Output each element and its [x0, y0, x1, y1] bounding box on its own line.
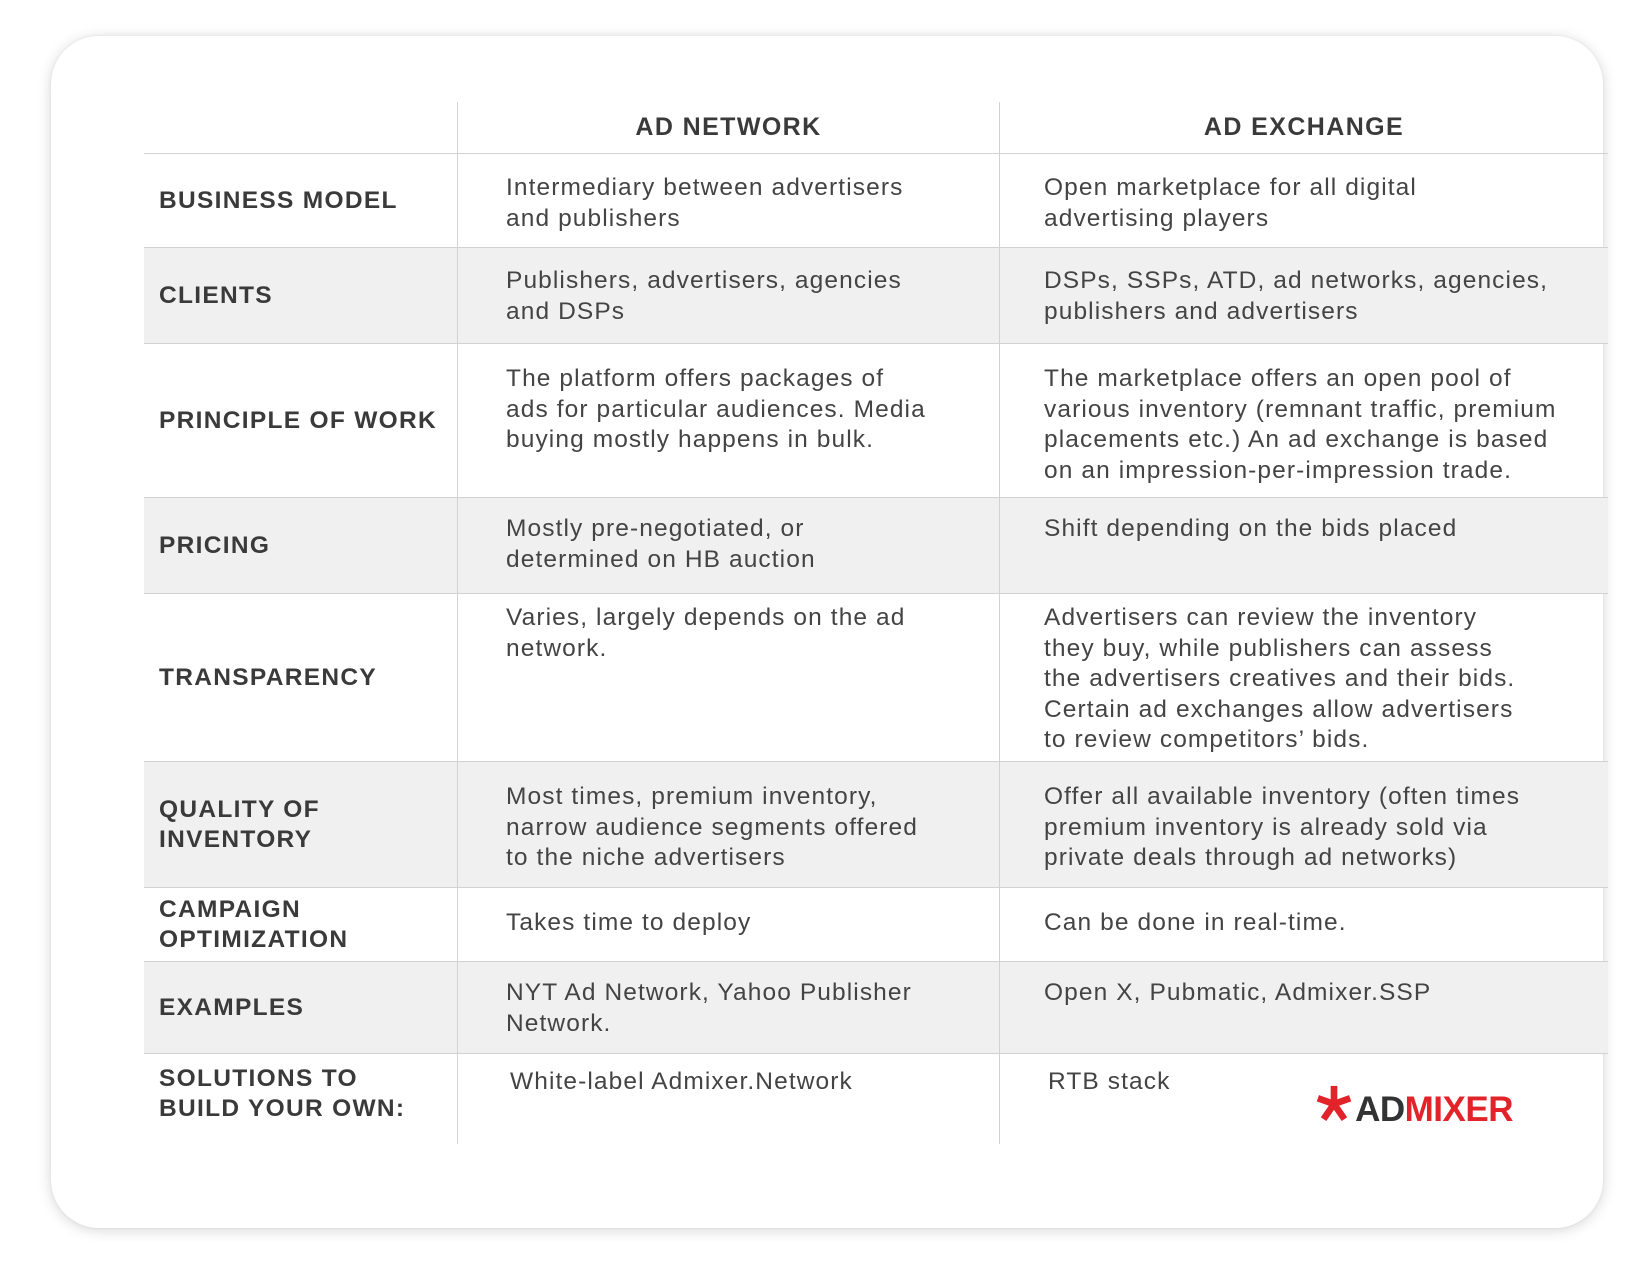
row-label: TRANSPARENCY	[159, 663, 377, 691]
table-row	[144, 154, 1608, 248]
header-empty-cell	[144, 102, 458, 153]
logo-text-ad: AD	[1355, 1090, 1405, 1129]
ad-network-value: Most times, premium inventory, narrow audience segments offered to the niche advertisers	[506, 783, 919, 871]
ad-network-value: White-label Admixer.Network	[510, 1068, 853, 1095]
row-label: PRICING	[159, 531, 271, 559]
table-row	[144, 248, 1608, 344]
row-label: CAMPAIGN OPTIMIZATION	[159, 895, 349, 953]
header-ad-network-label: AD NETWORK	[635, 113, 822, 141]
ad-exchange-value: RTB stack	[1048, 1068, 1171, 1095]
ad-network-value: Intermediary between advertisers and publishers	[506, 174, 904, 232]
ad-exchange-value: Offer all available inventory (often times premium inventory is already sold via private deals through ad networks)	[1044, 783, 1521, 871]
row-label: EXAMPLES	[159, 993, 305, 1021]
table-row	[144, 962, 1608, 1054]
logo-text-mixer: MIXER	[1404, 1090, 1513, 1129]
ad-exchange-value: The marketplace offers an open pool of various inventory (remnant traffic, premium placements etc.) An ad exchange is based on an impression-per-impression trade.	[1044, 365, 1557, 484]
ad-network-value: Publishers, advertisers, agencies and DSPs	[506, 267, 902, 325]
row-label: BUSINESS MODEL	[159, 186, 398, 214]
ad-network-value: Mostly pre-negotiated, or determined on HB auction	[506, 515, 816, 573]
header-ad-network	[458, 102, 1000, 153]
header-ad-exchange	[1000, 102, 1608, 153]
row-label: QUALITY OF INVENTORY	[159, 795, 320, 853]
table-row	[144, 498, 1608, 594]
ad-exchange-value: Shift depending on the bids placed	[1044, 515, 1458, 542]
table-row	[144, 888, 1608, 962]
admixer-logo	[1315, 1084, 1513, 1128]
ad-exchange-value: DSPs, SSPs, ATD, ad networks, agencies, publishers and advertisers	[1044, 267, 1549, 325]
row-label: SOLUTIONS TO BUILD YOUR OWN:	[159, 1065, 406, 1122]
ad-network-value: Takes time to deploy	[506, 909, 752, 936]
header-ad-exchange-label: AD EXCHANGE	[1203, 113, 1405, 141]
ad-network-value: NYT Ad Network, Yahoo Publisher Network.	[506, 979, 912, 1037]
table-row	[144, 344, 1608, 498]
table-row	[144, 594, 1608, 762]
row-label: PRINCIPLE OF WORK	[159, 406, 437, 434]
comparison-table	[144, 102, 1608, 1144]
table-header	[144, 102, 1608, 154]
ad-exchange-value: Advertisers can review the inventory they buy, while publishers can assess the advertisers creatives and their bids. Certain ad exchanges allow advertisers to review competitors’ bids.	[1044, 604, 1516, 753]
asterisk-icon	[1315, 1084, 1353, 1122]
ad-exchange-value: Open marketplace for all digital advertising players	[1044, 174, 1417, 232]
row-label: CLIENTS	[159, 281, 273, 309]
table-row	[144, 762, 1608, 888]
ad-exchange-value: Open X, Pubmatic, Admixer.SSP	[1044, 979, 1432, 1006]
comparison-card	[51, 36, 1603, 1228]
ad-exchange-value: Can be done in real-time.	[1044, 909, 1347, 936]
ad-network-value: The platform offers packages of ads for particular audiences. Media buying mostly happens in bulk.	[506, 365, 926, 453]
ad-network-value: Varies, largely depends on the ad network.	[506, 604, 906, 662]
